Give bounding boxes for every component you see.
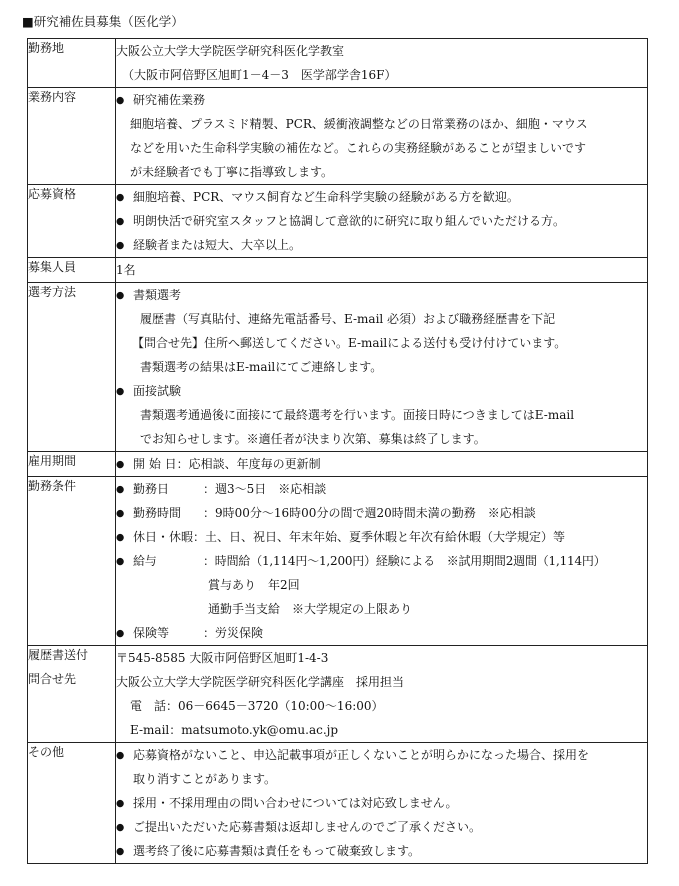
selection-interview-line-1: 書類選考通過後に面接にて最終選考を行います。面接日時につきましてはE-mail — [140, 408, 575, 422]
condition-days-value: ：週3～5日 ※応相談 — [203, 482, 327, 496]
row-contact — [28, 646, 648, 743]
contact-email: E-mail：matsumoto.yk@omu.ac.jp — [130, 723, 339, 737]
label-duties: 業務内容 — [28, 88, 116, 185]
duties-heading: ● 研究補佐業務 — [116, 88, 647, 112]
condition-insurance-key: 保険等 — [133, 626, 170, 640]
label-positions: 募集人員 — [28, 258, 116, 283]
duties-content — [116, 88, 648, 185]
other-item: ● 採用・不採用理由の問い合わせについては対応致しません。 — [116, 791, 647, 815]
period-value: ● 開 始 日：応相談、年度毎の更新制 — [116, 452, 647, 476]
duties-line-3: が未経験者でも丁寧に指導致します。 — [130, 165, 334, 179]
conditions-content — [116, 477, 648, 646]
positions-content — [116, 258, 648, 283]
other-item-1-line-2: 取り消すことがあります。 — [133, 772, 277, 786]
other-content — [116, 743, 648, 864]
location-line-1: 大阪公立大学大学院医学研究科医化学教室 — [116, 44, 345, 58]
condition-salary — [116, 549, 647, 573]
selection-interview-heading: ● 面接試験 — [116, 379, 647, 403]
selection-doc-line-3: 書類選考の結果はE-mailにてご連絡します。 — [140, 360, 383, 374]
job-details-table — [27, 38, 648, 864]
qualification-item: ● 明朗快活で研究室スタッフと協調して意欲的に研究に取り組んでいただける方。 — [116, 209, 647, 233]
label-selection: 選考方法 — [28, 283, 116, 452]
condition-insurance — [116, 621, 647, 645]
condition-holidays: ● 休日・休暇：土、日、祝日、年末年始、夏季休暇と年次有給休暇（大学規定）等 — [116, 525, 647, 549]
contact-phone: 電 話：06－6645－3720（10:00～16:00） — [130, 699, 384, 713]
qualifications-content — [116, 185, 648, 258]
label-contact-line-2: 問合せ先 — [28, 672, 77, 686]
row-period — [28, 452, 648, 477]
condition-hours-key: 勤務時間 — [133, 506, 182, 520]
row-positions — [28, 258, 648, 283]
condition-salary-value: ：時間給（1,114円～1,200円）経験による ※試用期間2週間（1,114円） — [203, 554, 606, 568]
location-line-2: （大阪市阿倍野区旭町1－4－3 医学部学舎16F） — [122, 68, 397, 82]
label-contact — [28, 646, 116, 743]
row-selection — [28, 283, 648, 452]
label-qualifications: 応募資格 — [28, 185, 116, 258]
condition-days-key: 勤務日 — [133, 482, 170, 496]
duties-line-2: などを用いた生命科学実験の補佐など。これらの実務経験があることが望ましいです — [130, 141, 587, 155]
other-item: ● 選考終了後に応募書類は責任をもって破棄致します。 — [116, 839, 647, 863]
contact-postal: 〒545-8585 大阪市阿倍野区旭町1-4-3 — [116, 651, 329, 665]
selection-doc-heading: ● 書類選考 — [116, 283, 647, 307]
label-conditions: 勤務条件 — [28, 477, 116, 646]
condition-days — [116, 477, 647, 501]
period-content — [116, 452, 648, 477]
duties-line-1: 細胞培養、プラスミド精製、PCR、緩衝液調整などの日常業務のほか、細胞・マウス — [130, 117, 588, 131]
location-content — [116, 39, 648, 88]
qualification-item: ● 細胞培養、PCR、マウス飼育など生命科学実験の経験がある方を歓迎。 — [116, 185, 647, 209]
condition-hours — [116, 501, 647, 525]
contact-org: 大阪公立大学大学院医学研究科医化学講座 採用担当 — [116, 675, 405, 689]
condition-salary-line-2: 通勤手当支給 ※大学規定の上限あり — [208, 602, 413, 616]
positions-value: 1名 — [116, 263, 136, 277]
other-item-1-line-1: ● 応募資格がないこと、申込記載事項が正しくないことが明らかになった場合、採用を — [116, 743, 647, 767]
label-contact-line-1: 履歴書送付 — [28, 648, 89, 662]
condition-insurance-value: ：労災保険 — [203, 626, 264, 640]
row-other — [28, 743, 648, 864]
other-item: ● ご提出いただいた応募書類は返却しませんのでご了承ください。 — [116, 815, 647, 839]
label-location: 勤務地 — [28, 39, 116, 88]
label-period: 雇用期間 — [28, 452, 116, 477]
selection-doc-line-1: 履歴書（写真貼付、連絡先電話番号、E-mail 必須）および職務経歴書を下記 — [140, 312, 556, 326]
contact-content — [116, 646, 648, 743]
row-conditions — [28, 477, 648, 646]
document-title: ■研究補佐員募集（医化学） — [22, 14, 184, 29]
condition-salary-key: 給与 — [133, 554, 157, 568]
selection-content — [116, 283, 648, 452]
row-qualifications — [28, 185, 648, 258]
selection-interview-line-2: でお知らせします。※適任者が決まり次第、募集は終了します。 — [140, 432, 486, 446]
label-other: その他 — [28, 743, 116, 864]
selection-doc-line-2: 【問合せ先】住所へ郵送してください。E-mailによる送付も受け付けています。 — [132, 336, 567, 350]
row-duties — [28, 88, 648, 185]
condition-hours-value: ：9時00分～16時00分の間で週20時間未満の勤務 ※応相談 — [203, 506, 536, 520]
qualification-item: ● 経験者または短大、大卒以上。 — [116, 233, 647, 257]
condition-salary-line-1: 賞与あり 年2回 — [208, 578, 300, 592]
row-location — [28, 39, 648, 88]
